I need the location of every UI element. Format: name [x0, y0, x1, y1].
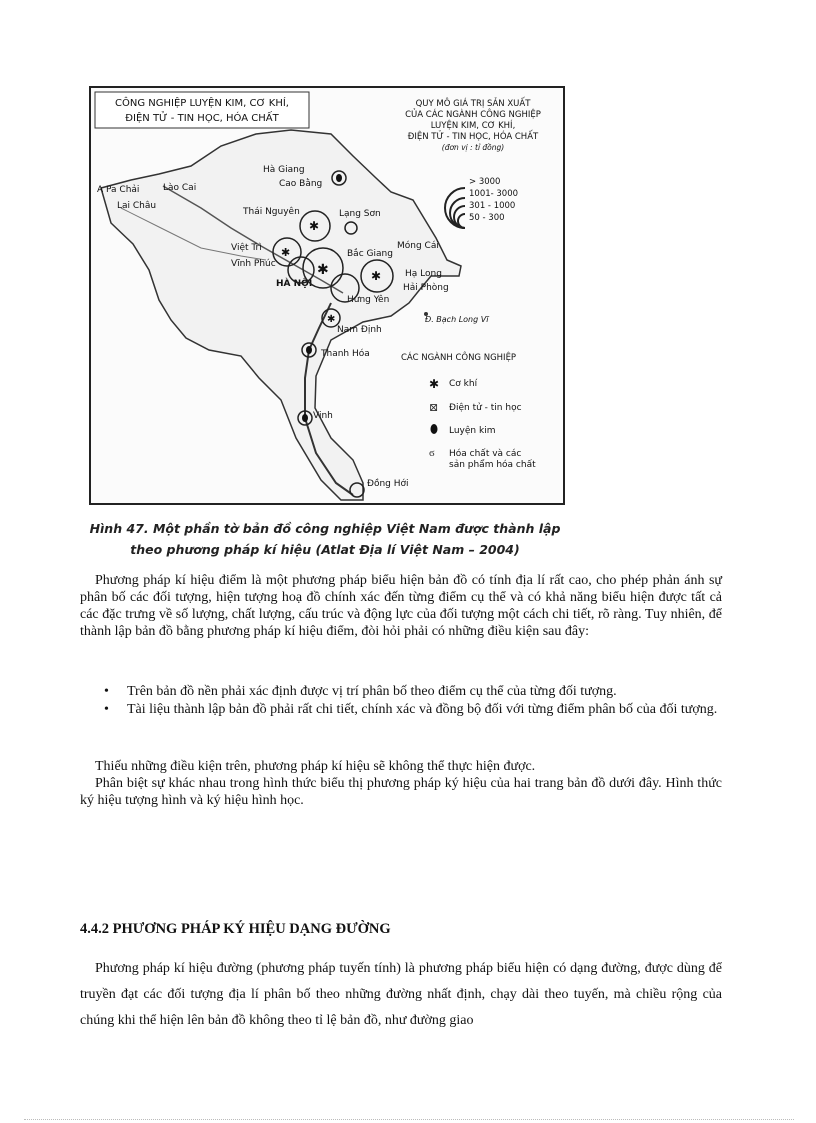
conditions-list [80, 683, 722, 719]
paragraph-text: Phân biệt sự khác nhau trong hình thức biểu thị phương pháp ký hiệu của hai trang bản đồ dưới đây. Hình thức ký hiệu tượng hình và ký hiệu hình học. [80, 776, 722, 808]
label-ha-noi: HÀ NỘI [276, 279, 313, 289]
list-item-text: Tài liệu thành lập bản đồ phải rất chi tiết, chính xác và đồng bộ đối với từng điểm phân bố của đối tượng. [127, 702, 718, 717]
paragraph-text: Phương pháp kí hiệu điểm là một phương pháp biểu hiện bản đồ có tính địa lí rất cao, cho phép phản ánh sự phân bố các đối tượng, hiện tượng hoạ đồ chính xác đến từng điểm cụ thể và có khả năng biểu hiện được tất cả các đặc trưng về số lượng, chất lượng, cấu trúc và động lực của đối tượng một cách chi tiết, rõ ràng. Tuy nhiên, để thành lập bản đồ bằng phương pháp kí hiệu điểm, đòi hỏi phải có những điều kiện sau đây: [80, 573, 722, 639]
scale-title-5: (đơn vị : tỉ đồng) [441, 143, 505, 152]
metallurgy-icon [431, 424, 438, 434]
label-thanh-hoa: Thanh Hóa [321, 349, 370, 359]
legend-item-dien-tu: Điện tử - tin học [449, 403, 522, 413]
cogwheel-icon: ✱ [429, 377, 440, 391]
map-title-line2: ĐIỆN TỬ - TIN HỌC, HÓA CHẤT [125, 113, 279, 124]
paragraph-line-symbol [80, 956, 722, 1034]
label-hung-yen: Hưng Yên [347, 295, 390, 305]
legend-item-hoa-chat-2: sản phẩm hóa chất [449, 460, 536, 470]
label-bac-giang: Bắc Giang [347, 249, 393, 259]
paragraph-text: Thiếu những điều kiện trên, phương pháp kí hiệu sẽ không thể thực hiện được. [95, 759, 536, 774]
section-heading: 4.4.2 PHƯƠNG PHÁP KÝ HIỆU DẠNG ĐƯỜNG [80, 921, 391, 937]
label-bach-long-vi: Đ. Bạch Long Vĩ [425, 315, 489, 324]
label-cao-bang: Cao Bằng [279, 179, 323, 189]
paragraph-distinguish [80, 775, 722, 809]
mark-thanh-hoa [306, 346, 312, 354]
list-item-text: Trên bản đồ nền phải xác định được vị trí phân bố theo điểm cụ thể của từng đối tượng. [127, 684, 617, 699]
label-ha-long: Hạ Long [405, 269, 442, 279]
label-viet-tri: Việt Trì [231, 243, 262, 253]
label-lai-chau: Lai Châu [117, 201, 157, 211]
scale-arc-4 [458, 214, 465, 228]
label-lang-son: Lạng Sơn [339, 209, 381, 219]
scale-class-1: > 3000 [469, 177, 501, 187]
paragraph-text: Phương pháp kí hiệu đường (phương pháp tuyến tính) là phương pháp biểu hiện có dạng đường, được dùng để truyền đạt các đối tượng địa lí phân bố theo những đường nhất định, chạy dài theo tuyến, mà chiều rộng của chúng khi thể hiện lên bản đồ không theo tỉ lệ bản đồ, như đường giao [80, 961, 722, 1028]
mark-viet-tri: ✱ [281, 247, 291, 259]
chemical-flask-icon: ϭ [429, 447, 435, 459]
mark-hai-phong: ✱ [371, 269, 382, 283]
bullet-dot-icon: • [104, 684, 109, 699]
scale-circles [445, 188, 465, 228]
label-dong-hoi: Đồng Hới [367, 479, 409, 489]
list-item [80, 683, 722, 700]
scale-class-4: 50 - 300 [469, 213, 505, 223]
mark-ha-noi: ✱ [317, 263, 329, 278]
legend-item-luyen-kim: Luyện kim [449, 426, 496, 436]
electronics-icon: ⊠ [429, 402, 439, 414]
legend-item-hoa-chat: Hóa chất và các [449, 449, 522, 459]
scale-title-3: LUYỆN KIM, CƠ KHÍ, [430, 121, 516, 131]
scale-class-3: 301 - 1000 [469, 201, 516, 211]
figure-caption-line2: theo phương pháp kí hiệu (Atlat Địa lí Việt Nam – 2004) [130, 542, 520, 557]
label-ha-giang: Hà Giang [263, 165, 305, 175]
scale-title-1: QUY MÔ GIÁ TRỊ SẢN XUẤT [415, 99, 531, 109]
paragraph-missing-conditions [80, 758, 722, 775]
figure-caption-line1: Hình 47. Một phần tờ bản đồ công nghiệp Việt Nam được thành lập [89, 521, 561, 536]
scale-title-4: ĐIỆN TỬ - TIN HỌC, HÓA CHẤT [407, 132, 539, 142]
label-hai-phong: Hải Phòng [403, 283, 449, 293]
legend-title: CÁC NGÀNH CÔNG NGHIỆP [401, 353, 517, 363]
mark-nam-dinh: ✱ [327, 314, 336, 325]
mark-thai-nguyen: ✱ [309, 219, 320, 233]
label-vinh-phuc: Vĩnh Phúc [231, 259, 276, 269]
bullet-dot-icon: • [104, 702, 109, 717]
label-nam-dinh: Nam Định [337, 325, 382, 335]
page-bottom-border [24, 1119, 794, 1120]
label-thai-nguyen: Thái Nguyên [243, 207, 300, 217]
scale-class-2: 1001- 3000 [469, 189, 519, 199]
map-title-line1: CÔNG NGHIỆP LUYỆN KIM, CƠ KHÍ, [115, 98, 289, 109]
mark-cao-bang [336, 174, 342, 182]
legend-item-co-khi: Cơ khí [449, 379, 478, 389]
paragraph-point-symbol-intro [80, 572, 722, 640]
industrial-map-figure [89, 86, 565, 505]
label-vinh: Vinh [313, 411, 333, 421]
label-a-pa-chai: A Pa Chải [97, 185, 140, 195]
scale-title-2: CỦA CÁC NGÀNH CÔNG NGHIỆP [405, 110, 541, 120]
list-item [80, 701, 722, 718]
mark-vinh [302, 414, 308, 422]
label-mong-cai: Móng Cái [397, 241, 439, 251]
map-canvas [91, 88, 563, 503]
label-lao-cai: Lào Cai [163, 183, 197, 193]
